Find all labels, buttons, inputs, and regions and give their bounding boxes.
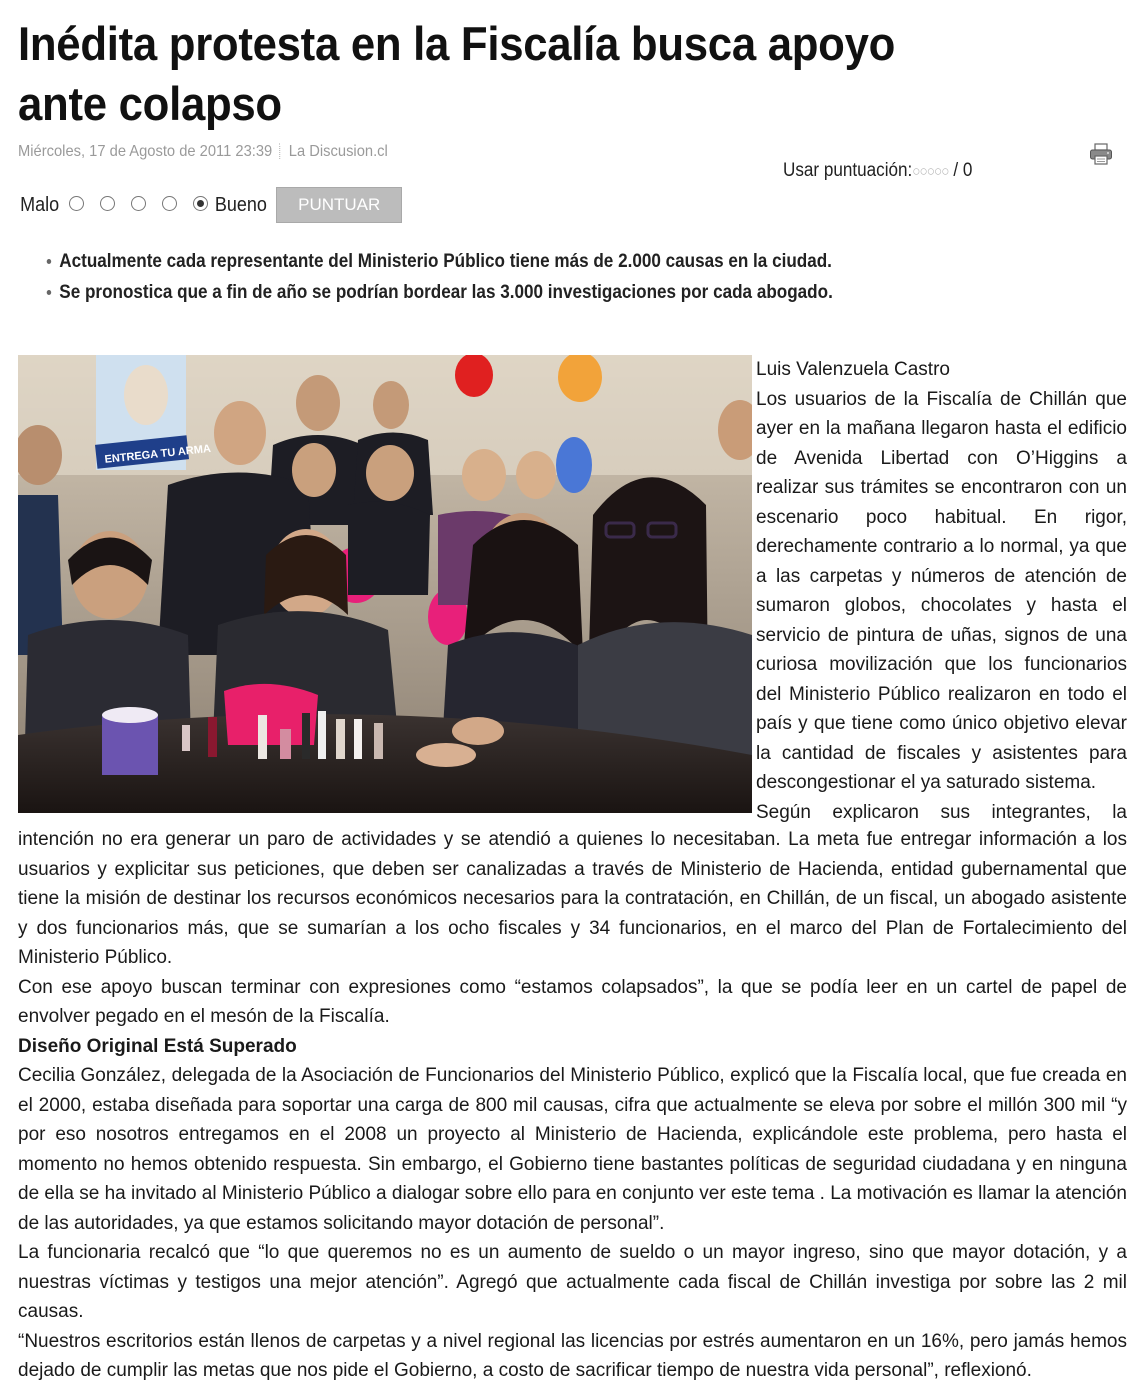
vote-form <box>18 188 402 222</box>
rating-stars: ○○○○○ <box>912 163 949 180</box>
rating-summary-label: Usar puntuación: <box>783 160 913 181</box>
article-date: Miércoles, 17 de Agosto de 2011 23:39 <box>18 143 273 160</box>
vote-radio-3[interactable] <box>131 196 146 211</box>
highlight-item: Actualmente cada representante del Ministerio Público tiene más de 2.000 causas en la ciudad. <box>44 246 833 277</box>
rating-summary <box>783 160 972 182</box>
rate-submit-button[interactable]: PUNTUAR <box>276 187 402 223</box>
article-paragraph: intención no era generar un paro de actividades y se atendió a quienes lo necesitaban. La meta fue entregar información a los usuarios y explicitar sus peticiones, que deben ser canalizadas a través de Ministerio de Hacienda, entidad gubernamental que tiene la misión de destinar los recursos económicos necesarios para la contratación, en Chillán, de un fiscal, un abogado asistente y dos funcionarios más, que se sumarían a los ocho fiscales y 34 funcionarios, en el marco del Plan de Fortalecimiento del Ministerio Público. <box>18 829 1127 968</box>
vote-radio-5[interactable] <box>193 196 208 211</box>
article-paragraph: Según explicaron sus integrantes, la <box>756 801 1127 823</box>
article-title: Inédita protesta en la Fiscalía busca apoyo ante colapso <box>18 17 896 130</box>
article-author: Luis Valenzuela Castro <box>756 359 950 380</box>
printer-icon[interactable] <box>1089 143 1113 165</box>
article-meta <box>18 143 388 161</box>
bullet-icon <box>47 290 52 295</box>
article-paragraph: Con ese apoyo buscan terminar con expresiones como “estamos colapsados”, la que se podía leer en un cartel de papel de envolver pegado en el mesón de la Fiscalía. <box>18 976 1127 1027</box>
poster-text: ENTREGA TU ARMA <box>103 442 212 466</box>
article-subheading: Diseño Original Está Superado <box>18 1035 297 1057</box>
article-body-column <box>756 355 1127 827</box>
vote-low-label: Malo <box>20 193 60 216</box>
article-paragraph: “Nuestros escritorios están llenos de carpetas y a nivel regional las licencias por estrés aumentaron en un 16%, pero jamás hemos dejado de cumplir las metas que nos pide el Gobierno, a costo de sacrificar tiempo de nuestra vida personal”, reflexionó. <box>18 1330 1127 1381</box>
highlights-list <box>44 246 920 308</box>
meta-divider <box>280 143 282 159</box>
vote-radio-1[interactable] <box>69 196 84 211</box>
article-source: La Discusion.cl <box>288 143 388 160</box>
rating-count: / 0 <box>953 160 973 181</box>
highlight-item: Se pronostica que a fin de año se podrían bordear las 3.000 investigaciones por cada abogado. <box>44 277 833 308</box>
vote-high-label: Bueno <box>215 193 268 216</box>
article-paragraph: Los usuarios de la Fiscalía de Chillán que ayer en la mañana llegaron hasta el edificio de Avenida Libertad con O’Higgins a realizar sus trámites se encontraron con un escenario poco habitual. En rigor, derechamente contrario a lo normal, ya que a las carpetas y números de atención de sumaron globos, chocolates y hasta el servicio de pintura de uñas, signos de una curiosa movilización que los funcionarios del Ministerio Público realizaron en todo el país y que tiene como único objetivo elevar la cantidad de fiscales y asistentes para descongestionar el ya saturado sistema. <box>756 388 1127 793</box>
article-photo <box>18 355 752 813</box>
vote-radio-4[interactable] <box>162 196 177 211</box>
article-paragraph: La funcionaria recalcó que “lo que queremos no es un aumento de sueldo o un mayor ingreso, sino que mayor dotación, y a nuestras víctimas y testigos una mejor atención”. Agregó que actualmente cada fiscal de Chillán investiga por sobre las 2 mil causas. <box>18 1242 1127 1322</box>
vote-radio-2[interactable] <box>100 196 115 211</box>
article-body <box>18 825 1127 1386</box>
article-paragraph: Cecilia González, delegada de la Asociación de Funcionarios del Ministerio Público, explicó que la Fiscalía local, que fue creada en el 2000, estaba diseñada para soportar una carga de 800 mil causas, cifra que actualmente se eleva por sobre el millón 300 mil “y por eso nosotros entregamos en el 2008 un proyecto al Ministerio de Hacienda, explicándole este problema, pero hasta el momento no hemos obtenido respuesta. Sin embargo, el Gobierno tiene bastantes políticas de seguridad ciudadana y en ninguna de ella se ha invitado al Ministerio Público a dialogar sobre ello para en conjunto ver este tema . La motivación es llamar la atención de las autoridades, ya que estamos solicitando mayor dotación de personal”. <box>18 1065 1127 1234</box>
bullet-icon <box>47 259 52 264</box>
